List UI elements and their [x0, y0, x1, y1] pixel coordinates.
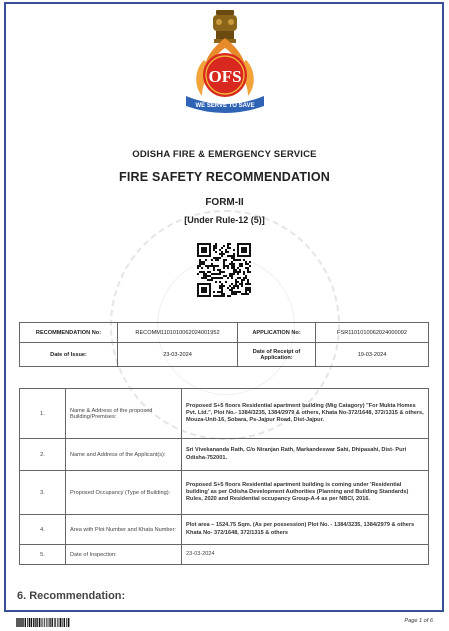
- row-number: 4.: [20, 515, 66, 545]
- page-number: Page 1 of 6: [404, 618, 433, 624]
- row-value: 23-03-2024: [182, 545, 429, 565]
- recommendation-no-label: RECOMMENDATION No:: [20, 323, 118, 343]
- date-of-receipt-label: Date of Receipt of Application:: [238, 343, 316, 367]
- details-row: [20, 439, 429, 471]
- application-no-value: FSR1101010062024000002: [316, 323, 429, 343]
- row-number: 1.: [20, 389, 66, 439]
- summary-table: [19, 322, 429, 367]
- row-label: Name & Address of the proposed Building/Premises:: [66, 389, 182, 439]
- ofs-logo: [180, 8, 270, 114]
- row-value: Proposed S+5 floors Residential apartment building is coming under 'Residential building' as per Odisha Development Authorities (Planning and Building Standards) Rules, 2020 and Residential occupancy Group-A-4 as per NBCI, 2016.: [182, 471, 429, 515]
- application-no-label: APPLICATION No:: [238, 323, 316, 343]
- row-value: Plot area – 1524.75 Sqm. (As per possession) Plot No. - 1384/3235, 1384/2979 & others Khata No- 372/1648, 372/1315 & others: [182, 515, 429, 545]
- details-row: [20, 471, 429, 515]
- row-label: Date of Inspection:: [66, 545, 182, 565]
- row-label: Name and Address of the Applicant(s):: [66, 439, 182, 471]
- date-of-receipt-value: 19-03-2024: [316, 343, 429, 367]
- details-row: [20, 515, 429, 545]
- details-row: [20, 389, 429, 439]
- form-number: FORM-II: [205, 197, 244, 208]
- rule-reference: [Under Rule-12 (5)]: [184, 215, 265, 225]
- row-number: 3.: [20, 471, 66, 515]
- row-number: 5.: [20, 545, 66, 565]
- row-number: 2.: [20, 439, 66, 471]
- barcode: [16, 618, 70, 627]
- logo-motto: WE SERVE TO SAVE: [195, 103, 255, 109]
- qr-code: [197, 243, 251, 297]
- date-of-issue-value: 23-03-2024: [118, 343, 238, 367]
- date-of-issue-label: Date of Issue:: [20, 343, 118, 367]
- recommendation-no-value: RECOMM1101010062024001952: [118, 323, 238, 343]
- row-value: Sri Vivekananda Rath, C/o Niranjan Rath, Markandeswar Sahi, Dhipasahi, Dist- Puri Odisha-752001.: [182, 439, 429, 471]
- row-label: Proposed Occupancy (Type of Building):: [66, 471, 182, 515]
- details-table: [19, 388, 429, 565]
- row-label: Area with Plot Number and Khata Number:: [66, 515, 182, 545]
- document-title: FIRE SAFETY RECOMMENDATION: [119, 170, 330, 184]
- details-row: [20, 545, 429, 565]
- recommendation-heading: 6. Recommendation:: [17, 590, 126, 602]
- organization-name: ODISHA FIRE & EMERGENCY SERVICE: [132, 149, 317, 160]
- logo-text: OFS: [208, 67, 242, 86]
- row-value: Proposed S+5 floors Residential apartment building (Mig Catagory) "For Mukta Homes Pvt. Ltd.", Plot No.- 1384/3235, 1384/2979 & others, Khata No-372/1648, 372/1315 & others, Mouza-Unit-16, Sobara, Ps-Jajpur Road, Dist-Jajpur.: [182, 389, 429, 439]
